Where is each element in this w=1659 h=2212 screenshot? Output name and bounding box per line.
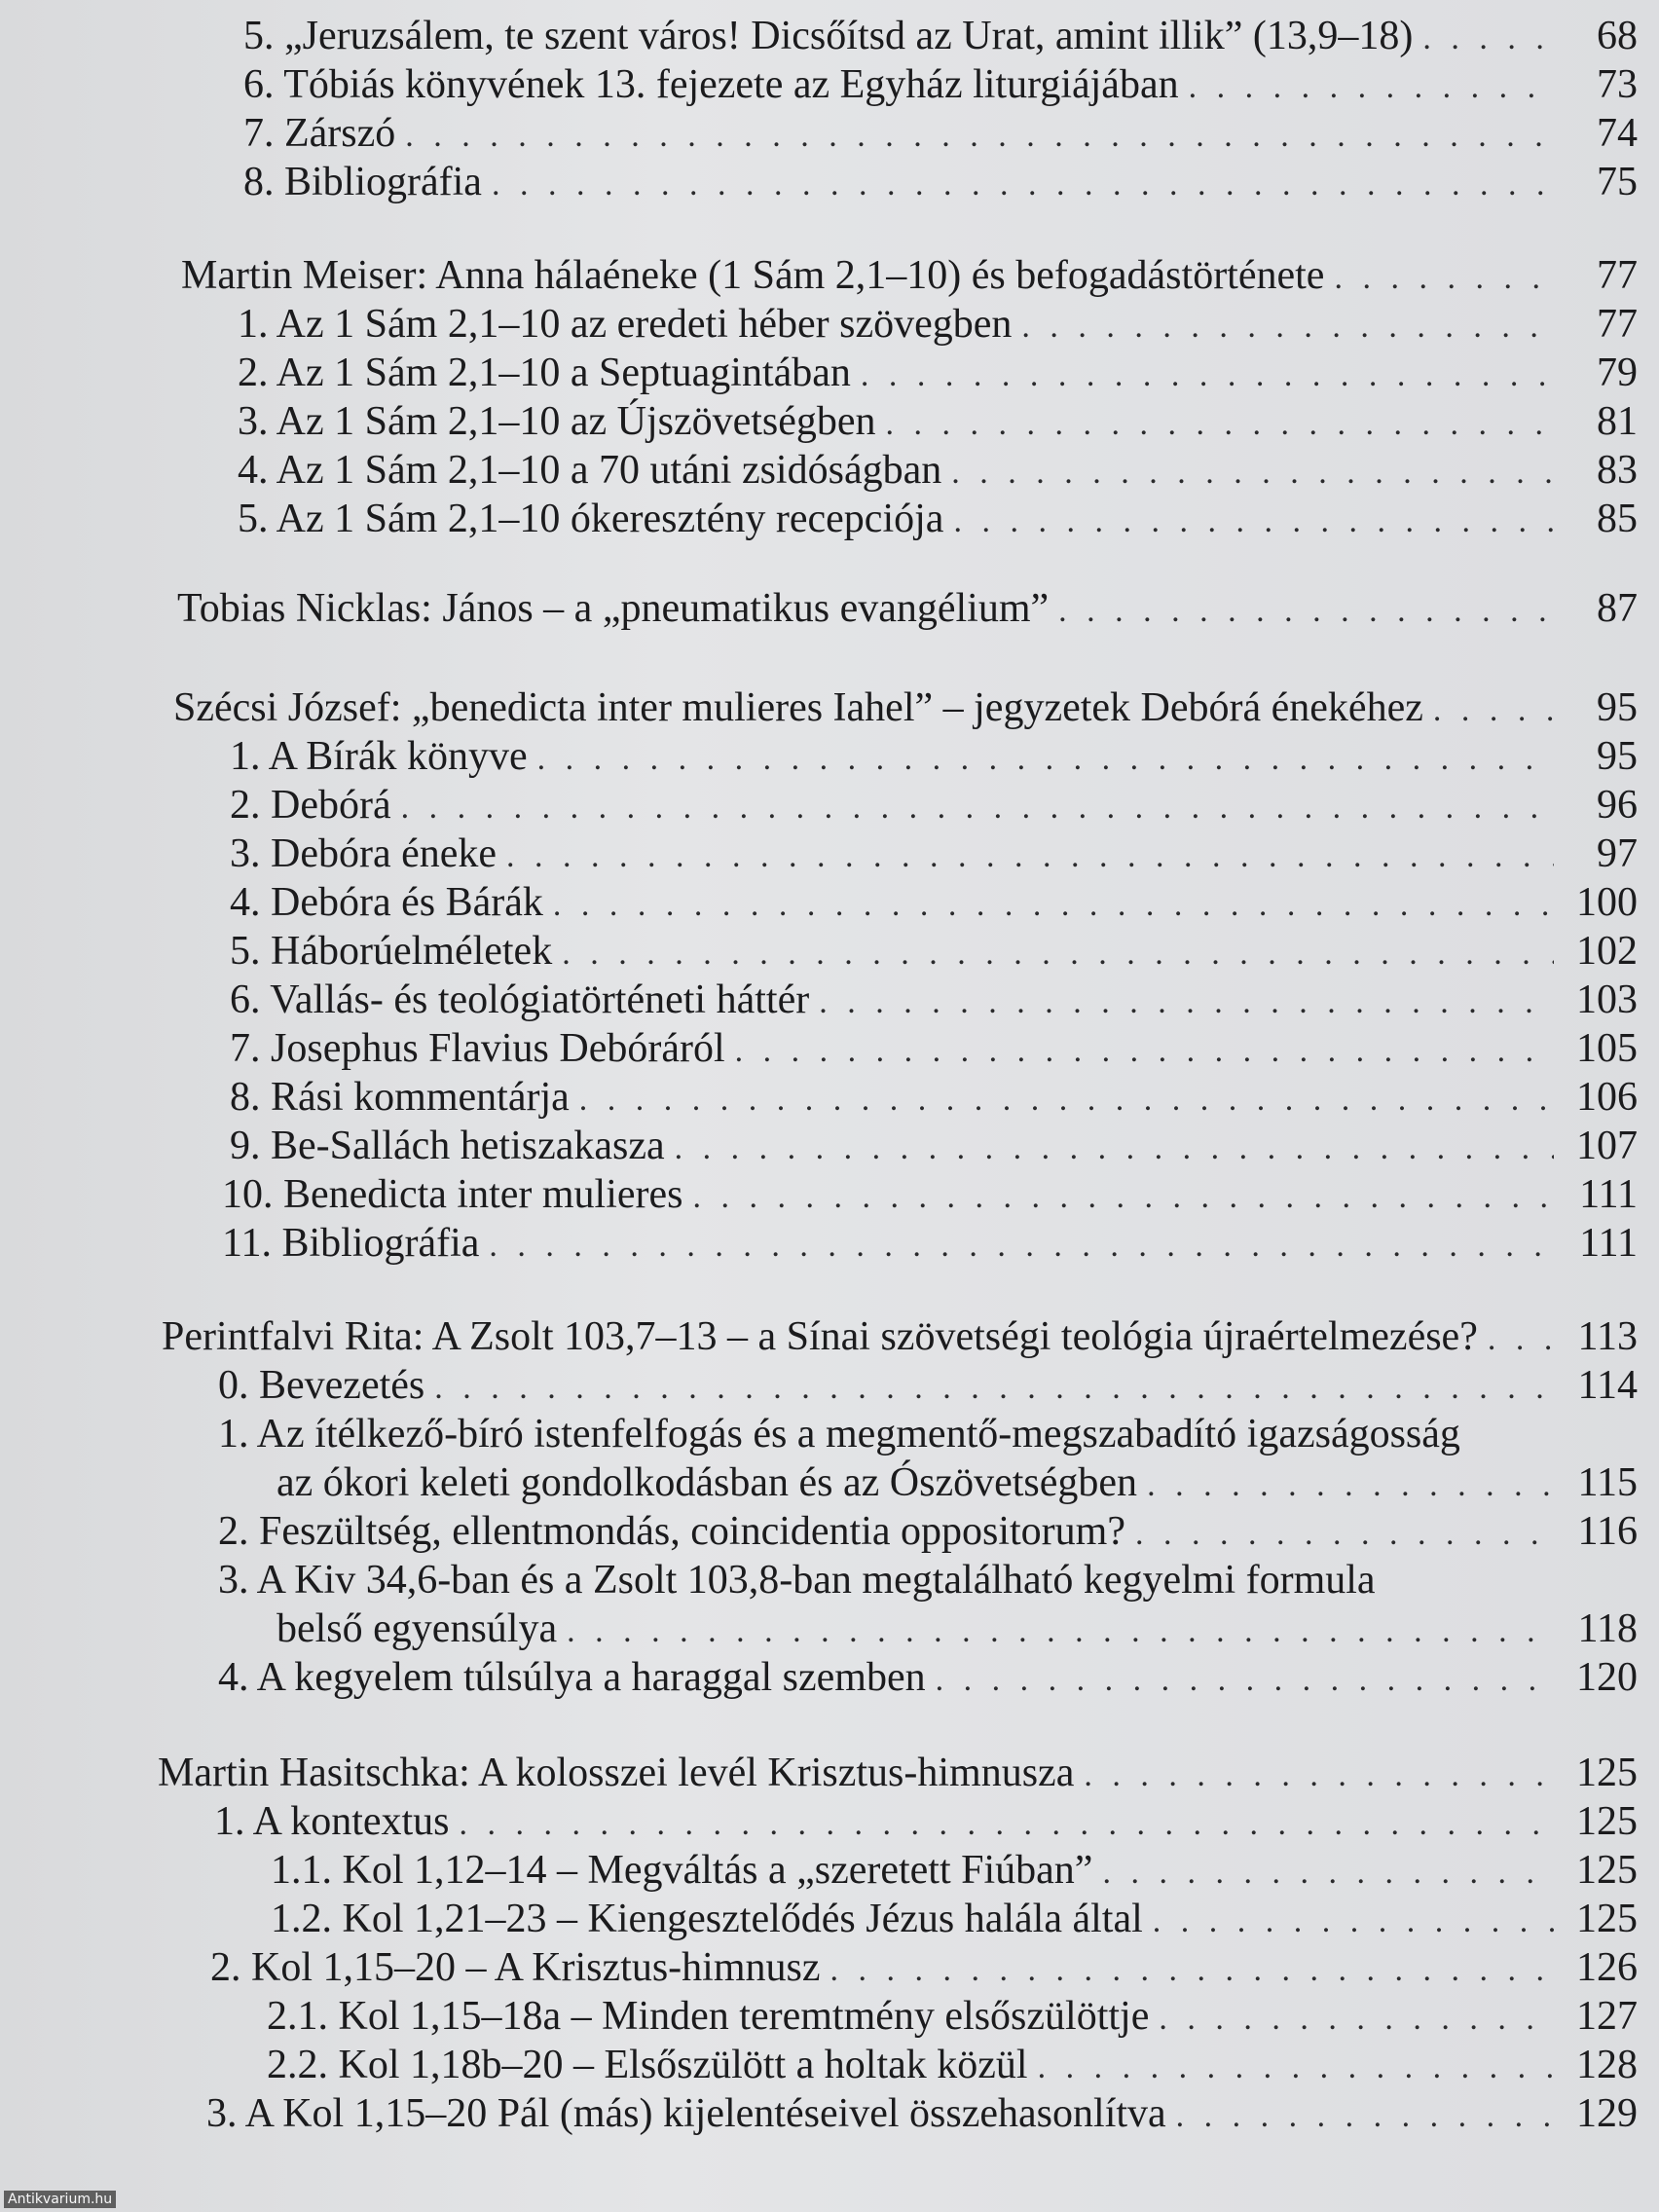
toc-entry (243, 109, 1638, 158)
toc-entry (243, 12, 1638, 60)
toc-entry-title: 9. Be-Sallách hetiszakasza (230, 1124, 665, 1168)
toc-entry-page: 102 (1576, 929, 1638, 974)
leader-dots (401, 784, 1554, 832)
toc-entry-title: Szécsi József: „benedicta inter mulieres Iahel” – jegyzetek Debórá énekéhez (173, 685, 1423, 730)
toc-entry (230, 1122, 1638, 1170)
leader-dots (735, 1027, 1554, 1076)
toc-chapter-heading (173, 683, 1638, 732)
toc-entry-page: 96 (1597, 783, 1638, 828)
toc-entry-title: az ókori keleti gondolkodásban és az Ószövetségben (276, 1460, 1138, 1505)
leader-dots (1135, 1510, 1554, 1559)
leader-dots (936, 1656, 1554, 1705)
toc-entry (238, 349, 1638, 397)
toc-entry (230, 976, 1638, 1024)
toc-entry-title: 3. Debóra éneke (230, 831, 498, 876)
toc-entry-page: 127 (1576, 1994, 1638, 2039)
toc-entry-page: 103 (1576, 977, 1638, 1022)
toc-section-hasitschka (0, 1749, 1659, 2138)
leader-dots (830, 1946, 1555, 1995)
toc-entry-page: 125 (1576, 1848, 1638, 1893)
leader-dots (1176, 2092, 1554, 2141)
toc-entry-continuation (276, 1604, 1638, 1653)
toc-entry (243, 60, 1638, 109)
toc-entry-title: 8. Rási kommentárja (230, 1075, 570, 1120)
toc-entry-page: 114 (1577, 1363, 1638, 1408)
toc-entry-page: 79 (1597, 350, 1638, 395)
toc-entry-title: 1. A Bírák könyve (230, 734, 528, 779)
leader-dots (1488, 1315, 1554, 1364)
toc-entry-page: 125 (1576, 1751, 1638, 1795)
toc-entry-title: Martin Meiser: Anna hálaéneke (1 Sám 2,1–10) és befogadástörténete (181, 253, 1325, 298)
leader-dots (405, 112, 1554, 161)
toc-entry-title: 4. Az 1 Sám 2,1–10 a 70 utáni zsidóságban (238, 448, 942, 493)
toc-entry-title: 6. Tóbiás könyvének 13. fejezete az Egyház liturgiájában (243, 62, 1179, 107)
source-watermark: Antikvarium.hu (4, 2191, 116, 2208)
toc-chapter-heading (177, 584, 1638, 633)
toc-entry-page: 83 (1597, 448, 1638, 493)
toc-entry-page: 118 (1577, 1606, 1638, 1651)
toc-entry-title: 2. Feszültség, ellentmondás, coincidentia oppositorum? (218, 1509, 1125, 1554)
toc-entry (230, 1073, 1638, 1122)
toc-entry-page: 129 (1576, 2091, 1638, 2136)
toc-entry-title: 2. Az 1 Sám 2,1–10 a Septuagintában (238, 350, 851, 395)
leader-dots (489, 1222, 1554, 1271)
toc-entry-page: 116 (1577, 1509, 1638, 1554)
leader-dots (492, 161, 1554, 209)
toc-entry-page: 120 (1576, 1655, 1638, 1700)
toc-entry-page: 68 (1597, 14, 1638, 58)
leader-dots (886, 400, 1554, 449)
toc-entry (222, 1219, 1638, 1268)
toc-entry-title: 1. Az ítélkező-bíró istenfelfogás és a megmentő-megszabadító igazságosság (218, 1412, 1460, 1456)
toc-entry (218, 1361, 1638, 1410)
toc-entry-page: 73 (1597, 62, 1638, 107)
toc-entry-page: 100 (1576, 880, 1638, 925)
toc-entry (218, 1556, 1638, 1604)
toc-subentry (267, 1992, 1638, 2041)
toc-entry-page: 128 (1576, 2043, 1638, 2087)
toc-entry-title: 5. Háborúelméletek (230, 929, 553, 974)
toc-entry (243, 158, 1638, 206)
toc-entry-page: 95 (1597, 685, 1638, 730)
leader-dots (1189, 63, 1554, 112)
toc-entry-page: 111 (1579, 1172, 1638, 1217)
toc-entry-title: 11. Bibliográfia (222, 1221, 480, 1266)
toc-entry-page: 77 (1597, 302, 1638, 347)
toc-entry-title: Tobias Nicklas: János – a „pneumatikus evangélium” (177, 586, 1050, 631)
leader-dots (434, 1364, 1554, 1413)
toc-entry-title: 2.2. Kol 1,18b–20 – Elsőszülött a holtak közül (267, 2043, 1028, 2087)
toc-entry-page: 115 (1577, 1460, 1638, 1505)
leader-dots (861, 351, 1554, 400)
leader-dots (537, 735, 1554, 784)
toc-entry (218, 1410, 1638, 1458)
toc-entry-title: 3. A Kiv 34,6-ban és a Zsolt 103,8-ban megtalálható kegyelmi formula (218, 1558, 1376, 1603)
toc-entry-title: 3. Az 1 Sám 2,1–10 az Újszövetségben (238, 399, 876, 444)
toc-entry-title: 10. Benedicta inter mulieres (222, 1172, 683, 1217)
toc-entry-page: 75 (1597, 160, 1638, 204)
toc-entry-title: 1.2. Kol 1,21–23 – Kiengesztelődés Jézus halála által (271, 1897, 1143, 1941)
toc-section-tobit-continued (0, 12, 1659, 206)
toc-entry (218, 1653, 1638, 1702)
toc-entry-page: 74 (1597, 111, 1638, 156)
toc-entry (210, 1943, 1638, 1992)
toc-section-nicklas (0, 584, 1659, 633)
toc-entry-title: Martin Hasitschka: A kolosszei levél Krisztus-himnusza (158, 1751, 1075, 1795)
toc-entry-title: Perintfalvi Rita: A Zsolt 103,7–13 – a Sínai szövetségi teológia újraértelmezése? (162, 1314, 1478, 1359)
toc-entry-page: 95 (1597, 734, 1638, 779)
toc-entry-page: 77 (1597, 253, 1638, 298)
toc-entry-title: 7. Zárszó (243, 111, 396, 156)
leader-dots (579, 1076, 1554, 1124)
toc-entry-title: 2. Kol 1,15–20 – A Krisztus-himnusz (210, 1945, 821, 1990)
toc-entry (206, 2089, 1638, 2138)
toc-entry (222, 1170, 1638, 1219)
leader-dots (1422, 15, 1554, 63)
toc-entry (230, 781, 1638, 830)
toc-entry-title: 4. A kegyelem túlsúlya a haraggal szemben (218, 1655, 926, 1700)
toc-chapter-heading (162, 1312, 1638, 1361)
leader-dots (1147, 1461, 1554, 1510)
toc-entry-page: 107 (1576, 1124, 1638, 1168)
leader-dots (819, 978, 1554, 1027)
leader-dots (953, 498, 1554, 546)
toc-entry-title: 0. Bevezetés (218, 1363, 425, 1408)
leader-dots (675, 1124, 1554, 1173)
leader-dots (693, 1173, 1554, 1222)
leader-dots (1058, 587, 1554, 636)
toc-entry (218, 1507, 1638, 1556)
toc-section-szecsi (0, 683, 1659, 1268)
toc-subentry (267, 2041, 1638, 2089)
leader-dots (562, 930, 1554, 978)
toc-entry (230, 1024, 1638, 1073)
toc-entry-page: 81 (1597, 399, 1638, 444)
leader-dots (1084, 1751, 1554, 1800)
toc-entry-title: 3. A Kol 1,15–20 Pál (más) kijelentéseivel összehasonlítva (206, 2091, 1166, 2136)
toc-chapter-heading (181, 251, 1638, 300)
leader-dots (1038, 2044, 1554, 2092)
toc-entry-title: 8. Bibliográfia (243, 160, 482, 204)
toc-entry (214, 1797, 1638, 1846)
toc-entry (230, 732, 1638, 781)
toc-entry (238, 300, 1638, 349)
leader-dots (1159, 1995, 1554, 2044)
toc-entry-page: 113 (1577, 1314, 1638, 1359)
toc-section-meiser (0, 251, 1659, 543)
toc-entry-page: 87 (1597, 586, 1638, 631)
toc-entry (230, 927, 1638, 976)
leader-dots (1334, 254, 1554, 303)
leader-dots (1102, 1849, 1554, 1898)
toc-entry-title: 4. Debóra és Bárák (230, 880, 543, 925)
toc-entry-page: 105 (1576, 1026, 1638, 1071)
toc-entry-page: 126 (1576, 1945, 1638, 1990)
toc-entry-continuation (276, 1458, 1638, 1507)
toc-entry-title: 1. A kontextus (214, 1799, 450, 1844)
toc-entry-title: 2.1. Kol 1,15–18a – Minden teremtmény elsőszülöttje (267, 1994, 1150, 2039)
toc-entry-page: 111 (1579, 1221, 1638, 1266)
leader-dots (1153, 1898, 1554, 1946)
toc-subentry (271, 1846, 1638, 1895)
toc-entry (238, 397, 1638, 446)
leader-dots (506, 832, 1554, 881)
leader-dots (951, 449, 1554, 498)
leader-dots (1021, 303, 1554, 351)
toc-entry-page: 106 (1576, 1075, 1638, 1120)
toc-entry-page: 85 (1597, 497, 1638, 541)
leader-dots (1433, 686, 1554, 735)
toc-entry-title: belső egyensúlya (276, 1606, 558, 1651)
toc-chapter-heading (158, 1749, 1638, 1797)
toc-entry-page: 125 (1576, 1799, 1638, 1844)
toc-entry-title: 2. Debórá (230, 783, 391, 828)
toc-entry-page: 125 (1576, 1897, 1638, 1941)
toc-entry (238, 446, 1638, 495)
toc-entry-title: 7. Josephus Flavius Debóráról (230, 1026, 725, 1071)
toc-entry-title: 6. Vallás- és teológiatörténeti háttér (230, 977, 810, 1022)
leader-dots (460, 1800, 1554, 1849)
toc-entry-title: 5. „Jeruzsálem, te szent város! Dicsőítsd az Urat, amint illik” (13,9–18) (243, 14, 1414, 58)
toc-entry (230, 878, 1638, 927)
leader-dots (567, 1607, 1554, 1656)
toc-entry (230, 830, 1638, 878)
toc-entry (238, 495, 1638, 543)
toc-entry-title: 1. Az 1 Sám 2,1–10 az eredeti héber szövegben (238, 302, 1013, 347)
toc-entry-title: 1.1. Kol 1,12–14 – Megváltás a „szeretett Fiúban” (271, 1848, 1093, 1893)
toc-subentry (271, 1895, 1638, 1943)
toc-entry-title: 5. Az 1 Sám 2,1–10 ókeresztény recepciója (238, 497, 944, 541)
leader-dots (553, 881, 1554, 930)
toc-entry-page: 97 (1597, 831, 1638, 876)
toc-section-perintfalvi (0, 1312, 1659, 1702)
